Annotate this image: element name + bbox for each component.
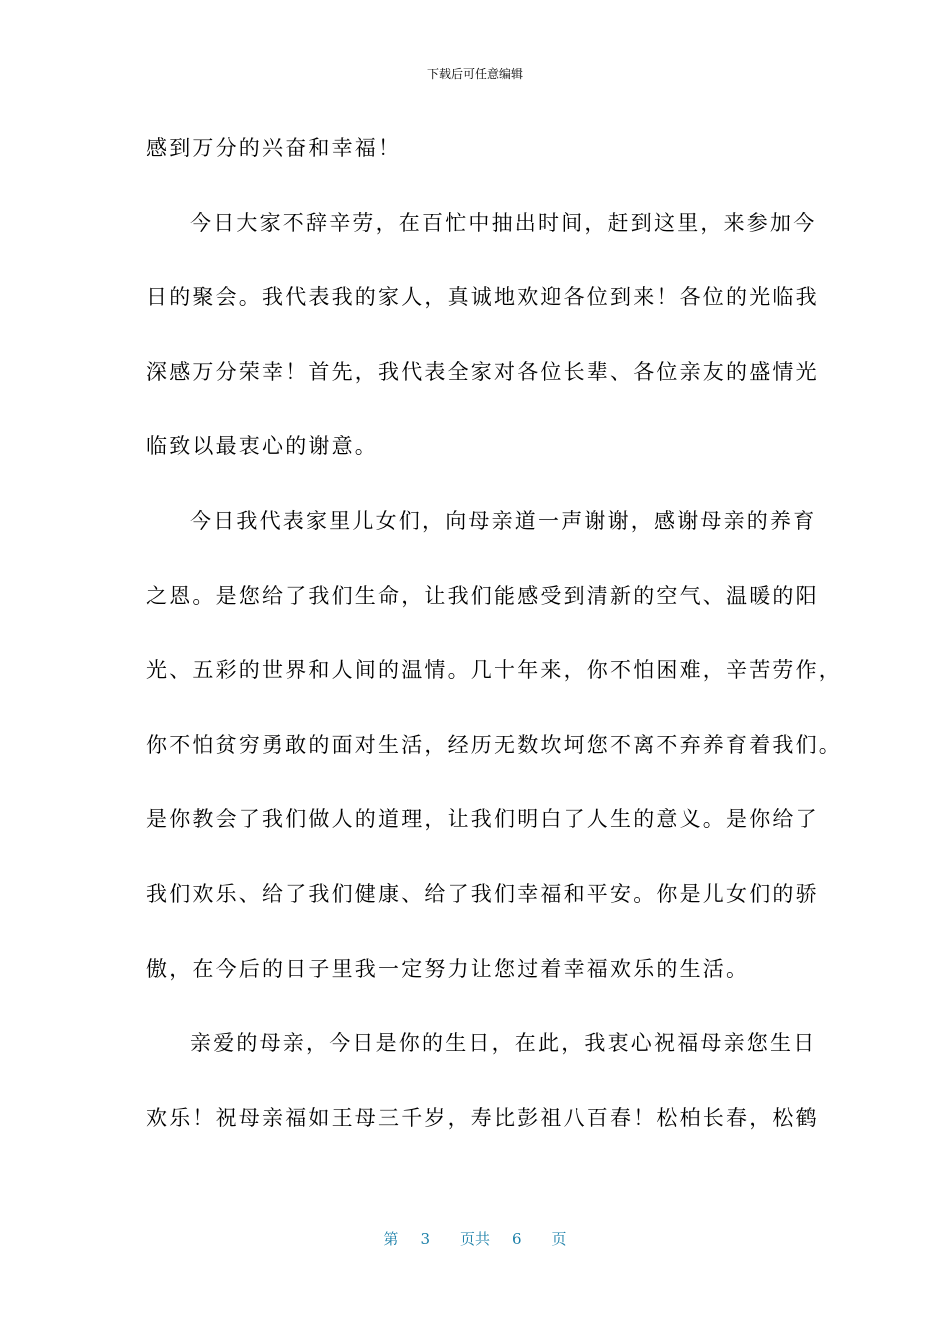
text-line-2: 今日大家不辞辛劳，在百忙中抽出时间，赶到这里，来参加今	[190, 210, 817, 235]
text-line-6: 今日我代表家里儿女们，向母亲道一声谢谢，感谢母亲的养育	[190, 508, 817, 533]
text-line-4: 深感万分荣幸！首先，我代表全家对各位长辈、各位亲友的盛情光	[146, 359, 819, 384]
page-label-post: 页	[551, 1230, 567, 1248]
page-total-number: 6	[512, 1230, 522, 1248]
document-body	[146, 128, 842, 1172]
text-line-12: 傲，在今后的日子里我一定努力让您过着幸福欢乐的生活。	[146, 956, 750, 981]
page-footer	[0, 1229, 950, 1249]
page-current-number: 3	[420, 1230, 430, 1248]
text-line-9: 你不怕贫穷勇敢的面对生活，经历无数坎坷您不离不弃养育着我们。	[146, 732, 842, 757]
text-line-3: 日的聚会。我代表我的家人，真诚地欢迎各位到来！各位的光临我	[146, 285, 819, 310]
text-line-10: 是你教会了我们做人的道理，让我们明白了人生的意义。是你给了	[146, 807, 819, 832]
text-line-1: 感到万分的兴奋和幸福！	[146, 136, 402, 160]
text-line-5: 临致以最衷心的谢意。	[146, 434, 378, 459]
text-line-13: 亲爱的母亲，今日是你的生日，在此，我衷心祝福母亲您生日	[190, 1031, 817, 1056]
text-line-8: 光、五彩的世界和人间的温情。几十年来，你不怕困难，辛苦劳作，	[146, 658, 842, 683]
page-header: 下载后可任意编辑	[426, 67, 523, 81]
text-line-11: 我们欢乐、给了我们健康、给了我们幸福和平安。你是儿女们的骄	[146, 881, 819, 906]
text-line-7: 之恩。是您给了我们生命，让我们能感受到清新的空气、温暖的阳	[146, 583, 819, 608]
page-label-mid: 页共	[459, 1230, 490, 1248]
page-label-pre: 第	[383, 1230, 399, 1248]
text-line-14: 欢乐！祝母亲福如王母三千岁，寿比彭祖八百春！松柏长春，松鹤	[146, 1105, 819, 1130]
